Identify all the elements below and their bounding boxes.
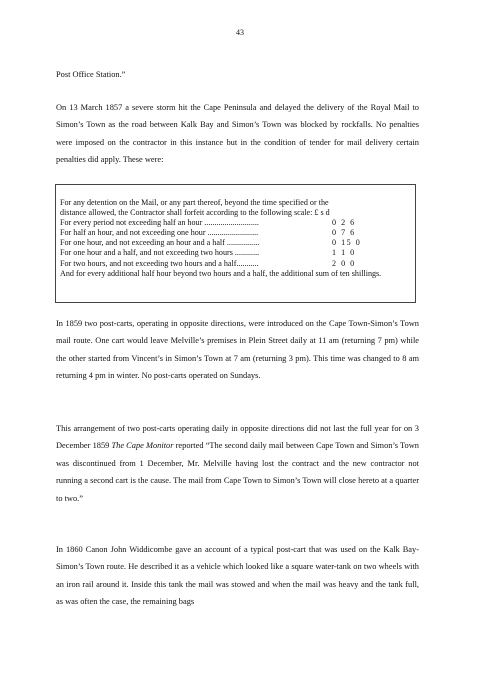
penalty-row bbox=[60, 218, 411, 228]
penalty-row-label: For every period not exceeding half an hour ........................... bbox=[60, 218, 259, 228]
penalty-row bbox=[60, 238, 411, 248]
penalty-scale-box bbox=[55, 184, 416, 303]
arrangement-text-before: This arrangement of two post-carts operating daily in opposite directions did not last the full year for on 3 December 1859 bbox=[56, 424, 419, 451]
penalty-row-amount: 0 7 6 bbox=[332, 228, 356, 238]
storm-paragraph: On 13 March 1857 a severe storm hit the Cape Peninsula and delayed the delivery of the Royal Mail to Simon’s Town as the road between Kalk Bay and Simon’s Town was blocked by rockfalls. No penalties were imposed on the contractor in this instance but in the condition of tender for mail delivery certain penalties did apply. These were: bbox=[56, 103, 419, 165]
penalty-row bbox=[60, 259, 411, 269]
penalty-row-label: For one hour and a half, and not exceeding two hours ............ bbox=[60, 248, 260, 258]
widdicombe-paragraph: In 1860 Canon John Widdicombe gave an account of a typical post-cart that was used on the Kalk Bay-Simon’s Town route. He described it as a vehicle which looked like a square water-tank on two wheels with an iron rail around it. Inside this tank the mail was stowed and when the mail was heavy and the tank full, as was often the case, the remaining bags bbox=[56, 545, 419, 607]
penalty-row bbox=[60, 248, 411, 258]
penalty-row-amount: 2 0 0 bbox=[332, 258, 356, 268]
penalty-row-label: For two hours, and not exceeding two hours and a half........... bbox=[60, 258, 259, 268]
intro-paragraph: Post Office Station.” bbox=[56, 70, 126, 79]
penalty-row-amount: 0 15 0 bbox=[332, 238, 362, 248]
postcarts-paragraph: In 1859 two post-carts, operating in opposite directions, were introduced on the Cape Town-Simon’s Town mail route. One cart would leave Melville’s premises in Plein Street daily at 11 am (returning 7 pm) while the other started from Vincent’s in Simon’s Town at 7 am (returning 3 pm). This time was changed to 8 am returning 4 pm in winter. No post-carts operated on Sundays. bbox=[56, 319, 419, 381]
newspaper-title: The Cape Monitor bbox=[111, 441, 174, 451]
penalty-intro-line-2: distance allowed, the Contractor shall forfeit according to the following scale: £ s d bbox=[60, 208, 330, 218]
arrangement-text-after: reported “The second daily mail between Cape Town and Simon’s Town was discontinued from 1 December, Mr. Melville having lost the contract and the new contractor not running a second cart is the cause. The mail from Cape Town to Simon’s Town will close hereto at a quarter to two.” bbox=[56, 441, 419, 503]
arrangement-paragraph bbox=[56, 420, 419, 507]
penalty-footer: And for every additional half hour beyond two hours and a half, the additional sum of ten shillings. bbox=[60, 268, 382, 278]
penalty-row-amount: 0 2 6 bbox=[332, 218, 356, 228]
penalty-row-amount: 1 1 0 bbox=[332, 248, 356, 258]
penalty-row bbox=[60, 228, 411, 238]
penalty-intro-line-1: For any detention on the Mail, or any part thereof, beyond the time specified or the bbox=[60, 198, 329, 207]
penalty-row-label: For half an hour, and not exceeding one hour ......................... bbox=[60, 228, 259, 238]
penalty-row-label: For one hour, and not exceeding an hour and a half ................ bbox=[60, 238, 260, 248]
page-number: 43 bbox=[236, 28, 244, 37]
